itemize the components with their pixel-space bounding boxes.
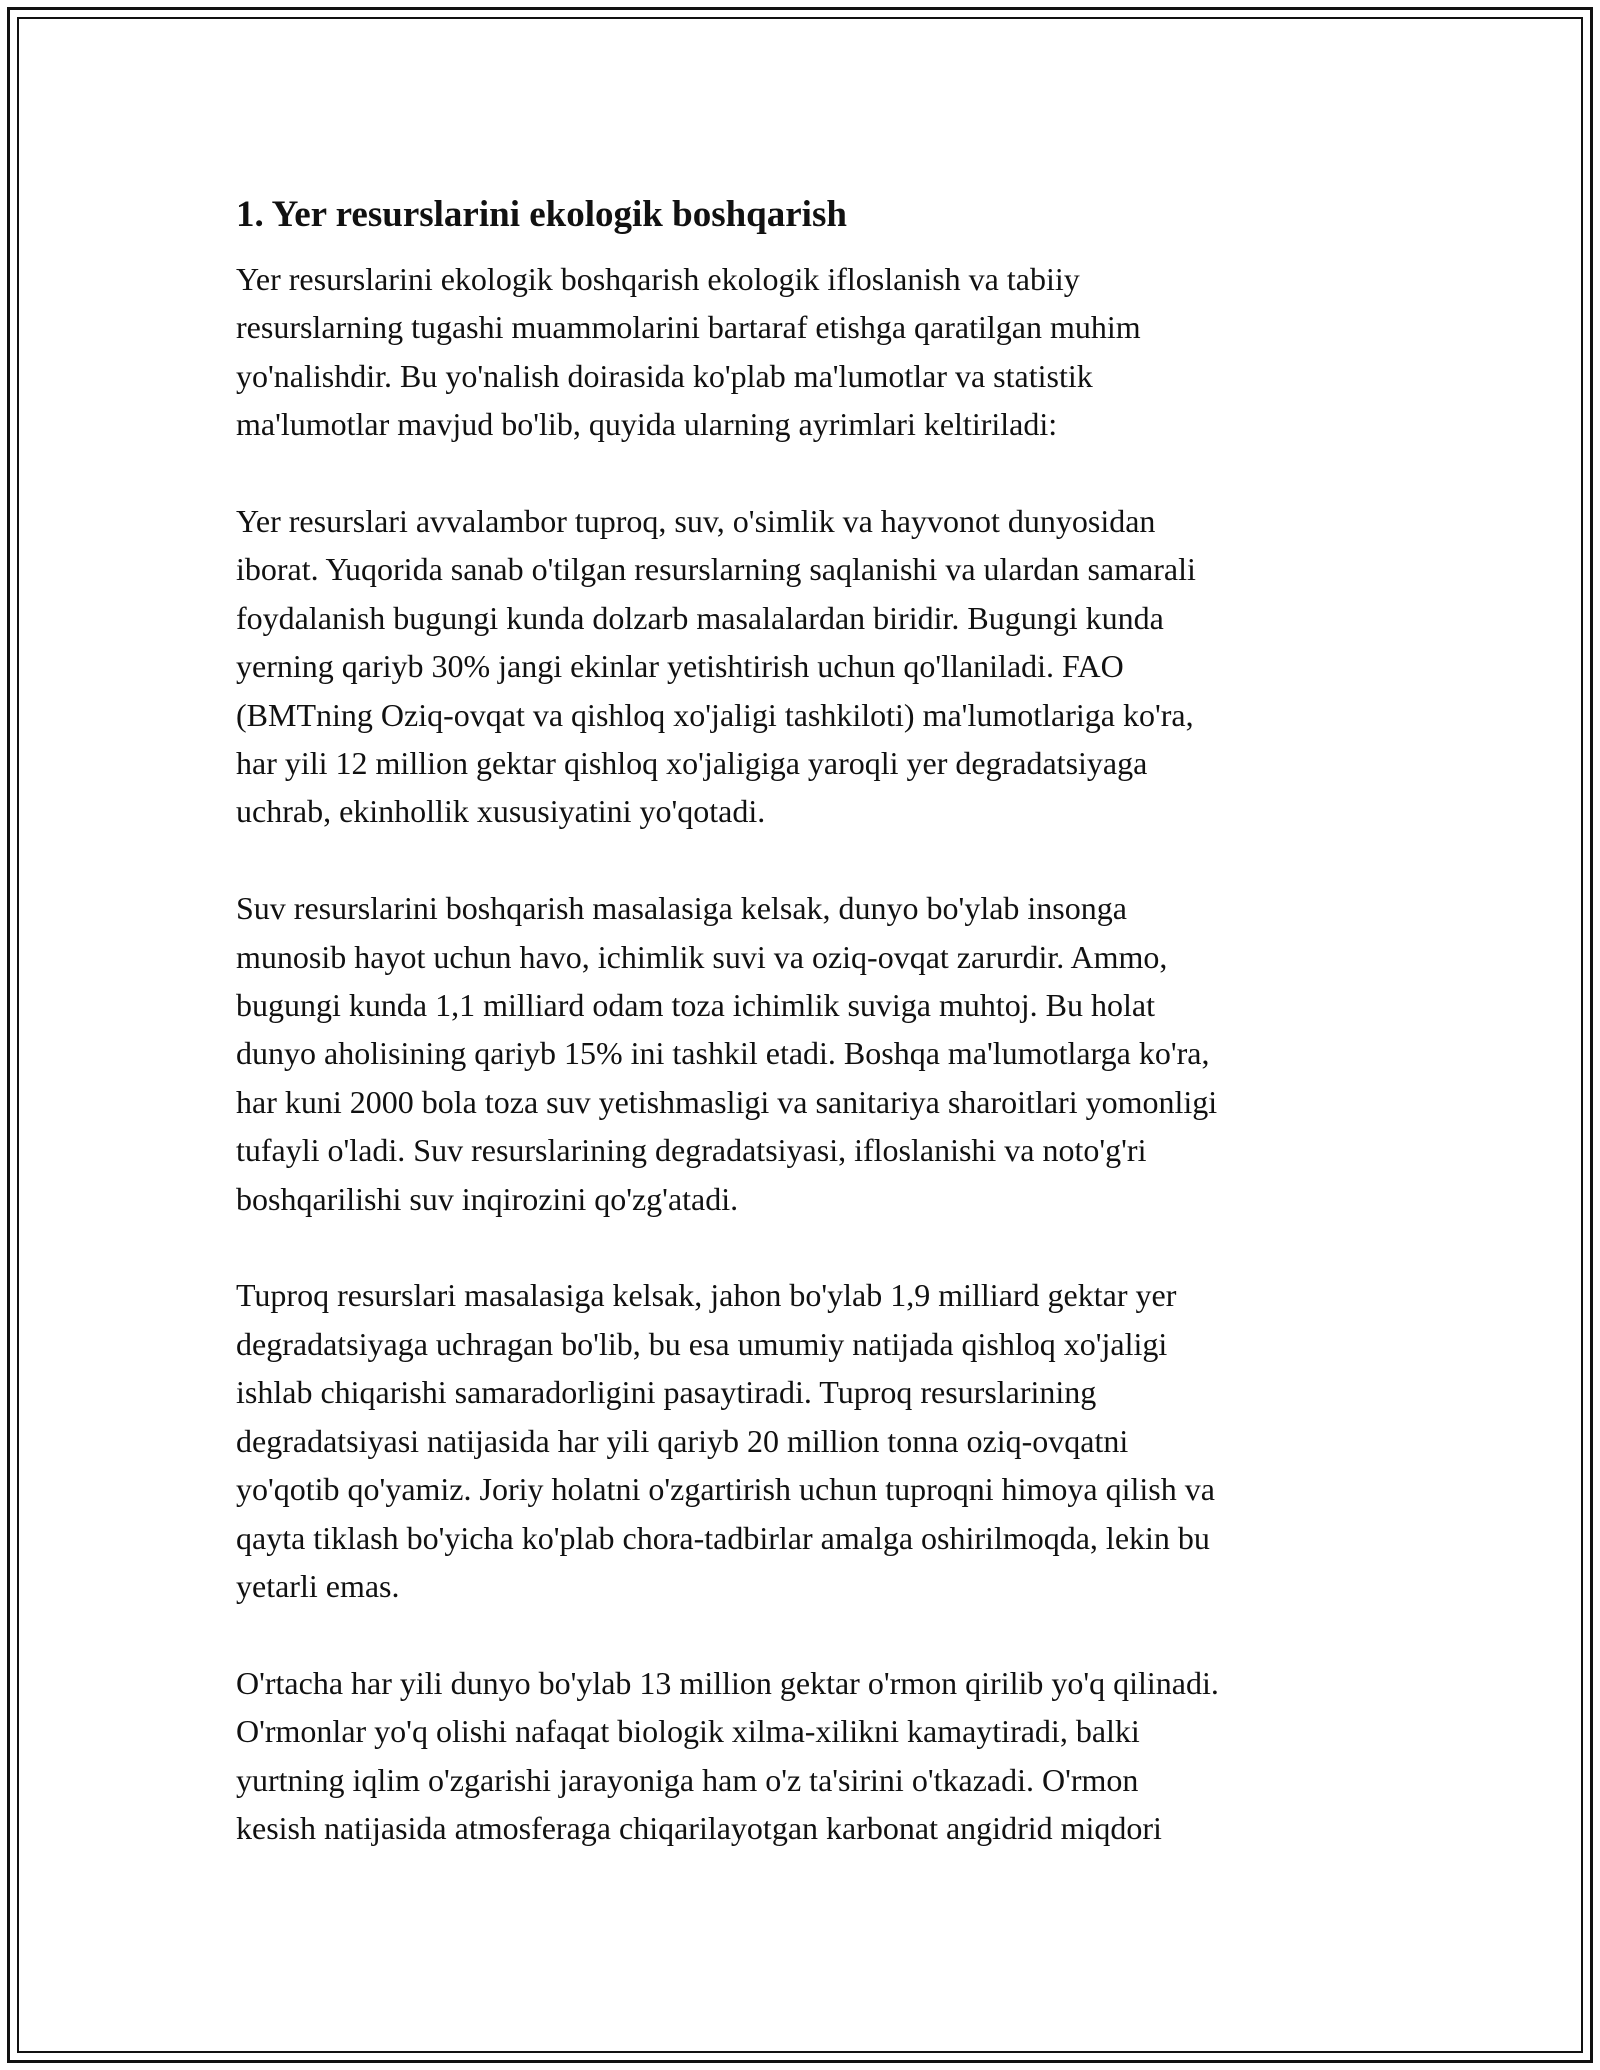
text-line: kesish natijasida atmosferaga chiqarilayotgan karbonat angidrid miqdori: [236, 1809, 1162, 1846]
text-line: degradatsiyasi natijasida har yili qariyb 20 million tonna oziq-ovqatni: [236, 1422, 1129, 1459]
text-line: (BMTning Oziq-ovqat va qishloq xo'jaligi tashkiloti) ma'lumotlariga ko'ra,: [236, 696, 1194, 733]
text-line: degradatsiyaga uchragan bo'lib, bu esa umumiy natijada qishloq xo'jaligi: [236, 1325, 1168, 1362]
text-line: Suv resurslarini boshqarish masalasiga kelsak, dunyo bo'ylab insonga: [236, 890, 1127, 927]
paragraph-forest-resources: [236, 1659, 1396, 1853]
paragraph-soil-resources: [236, 1271, 1396, 1610]
text-line: ishlab chiqarishi samaradorligini pasaytiradi. Tuproq resurslarining: [236, 1374, 1097, 1411]
text-line: yurtning iqlim o'zgarishi jarayoniga ham o'z ta'sirini o'tkazadi. O'rmon: [236, 1761, 1139, 1798]
text-line: O'rtacha har yili dunyo bo'ylab 13 million gektar o'rmon qirilib yo'q qilinadi.: [236, 1664, 1219, 1701]
text-line: uchrab, ekinhollik xususiyatini yo'qotadi.: [236, 793, 766, 830]
text-line: Yer resurslarini ekologik boshqarish ekologik ifloslanish va tabiiy: [236, 261, 1080, 297]
text-line: har yili 12 million gektar qishloq xo'jaligiga yaroqli yer degradatsiyaga: [236, 745, 1148, 782]
text-line: ma'lumotlar mavjud bo'lib, quyida ularning ayrimlari keltiriladi:: [236, 406, 1058, 443]
text-line: har kuni 2000 bola toza suv yetishmasligi va sanitariya sharoitlari yomonligi: [236, 1083, 1218, 1120]
text-line: foydalanish bugungi kunda dolzarb masalalardan biridir. Bugungi kunda: [236, 599, 1164, 636]
paragraph-intro: [236, 255, 1396, 449]
text-line: Tuproq resurslari masalasiga kelsak, jahon bo'ylab 1,9 milliard gektar yer: [236, 1277, 1177, 1314]
text-line: yo'qotib qo'yamiz. Joriy holatni o'zgartirish uchun tuproqni himoya qilish va: [236, 1471, 1215, 1508]
text-line: bugungi kunda 1,1 milliard odam toza ichimlik suviga muhtoj. Bu holat: [236, 987, 1155, 1024]
text-line: qayta tiklash bo'yicha ko'plab chora-tadbirlar amalga oshirilmoqda, lekin bu: [236, 1519, 1210, 1556]
text-line: yetarli emas.: [236, 1567, 400, 1604]
text-line: yo'nalishdir. Bu yo'nalish doirasida ko'plab ma'lumotlar va statistik: [236, 357, 1093, 394]
text-line: dunyo aholisining qariyb 15% ini tashkil etadi. Boshqa ma'lumotlarga ko'ra,: [236, 1035, 1210, 1072]
text-line: iborat. Yuqorida sanab o'tilgan resurslarning saqlanishi va ulardan samarali: [236, 551, 1196, 588]
text-line: O'rmonlar yo'q olishi nafaqat biologik xilma-xilikni kamaytiradi, balki: [236, 1713, 1140, 1750]
text-line: munosib hayot uchun havo, ichimlik suvi va oziq-ovqat zarurdir. Ammo,: [236, 938, 1168, 975]
text-line: boshqarilishi suv inqirozini qo'zg'atadi.: [236, 1180, 739, 1217]
document-body: [236, 185, 1396, 1901]
text-line: tufayli o'ladi. Suv resurslarining degradatsiyasi, ifloslanishi va noto'g'ri: [236, 1132, 1147, 1169]
text-line: resurslarning tugashi muammolarini bartaraf etishga qaratilgan muhim: [236, 309, 1141, 346]
section-heading: 1. Yer resurslarini ekologik boshqarish: [236, 194, 847, 235]
paragraph-water-resources: [236, 884, 1396, 1223]
paragraph-land-resources: [236, 497, 1396, 836]
text-line: Yer resurslari avvalambor tuproq, suv, o'simlik va hayvonot dunyosidan: [236, 503, 1156, 540]
text-line: yerning qariyb 30% jangi ekinlar yetishtirish uchun qo'llaniladi. FAO: [236, 648, 1124, 685]
